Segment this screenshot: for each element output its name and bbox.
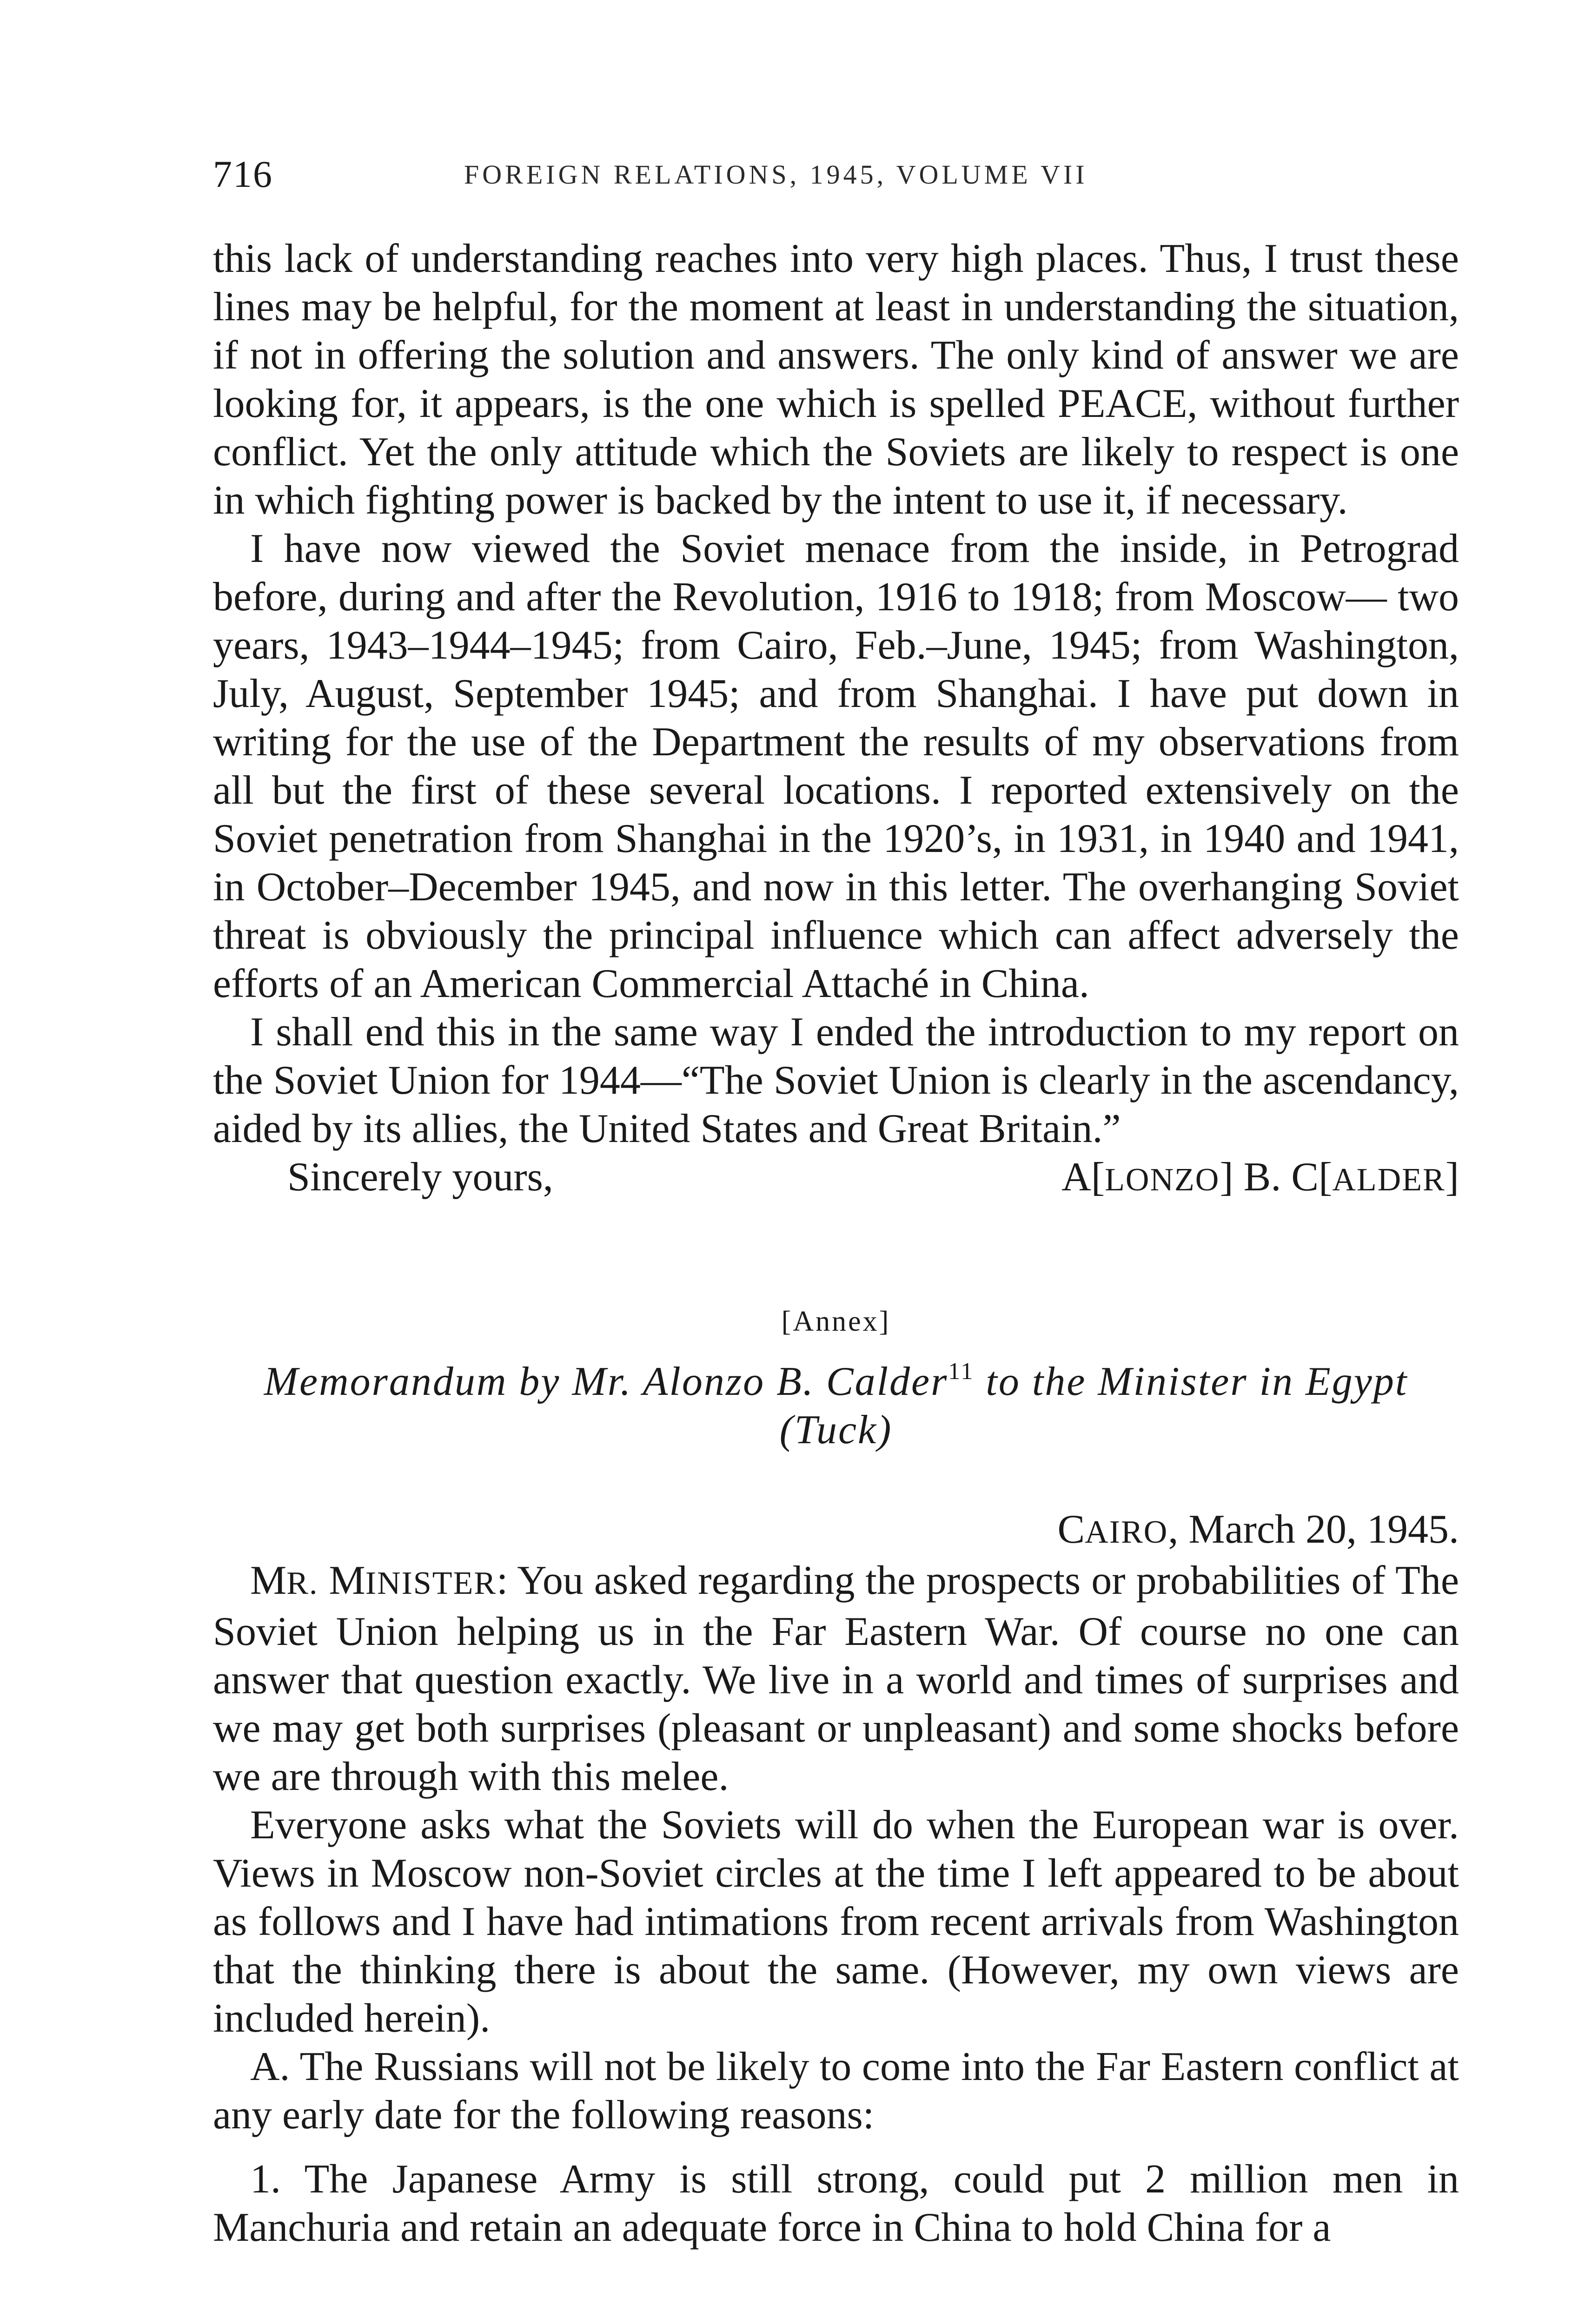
footnote-ref: 11 <box>948 1358 975 1385</box>
running-head: FOREIGN RELATIONS, 1945, VOLUME VII <box>464 159 1088 190</box>
memo-paragraph: A. The Russians will not be likely to come into the Far Eastern conflict at any early date for the following reasons: <box>213 2044 1459 2138</box>
letter-paragraph: I have now viewed the Soviet menace from the inside, in Petrograd before, during and after the Revolution, 1916 to 1918; from Moscow— two years, 1943–1944–1945; from Cairo, Feb.–June, 1945; from Washington, July, August, September 1945; and from Shanghai. I have put down in writing for the use of the Department the results of my observations from all but the first of these several locations. I reported extensively on the Soviet penetration from Shanghai in the 1920’s, in 1931, in 1940 and 1941, in October–December 1945, and now in this letter. The overhanging Soviet threat is obviously the principal influence which can affect adversely the efforts of an American Commercial Attaché in China. <box>213 526 1459 1006</box>
body-text <box>213 235 1459 2252</box>
letter-signoff <box>213 1153 1459 1204</box>
memo-opening: MR. MINISTER: You asked regarding the prospects or probabilities of The Soviet Union helping us in the Far Eastern War. Of course no one can answer that question exactly. We live in a world and times of surprises and we may get both surprises (pleasant or unpleasant) and some shocks before we are through with this melee. <box>213 1558 1459 1799</box>
page-number: 716 <box>213 153 273 195</box>
dateline: CAIRO, March 20, 1945. <box>1057 1507 1459 1552</box>
closing: Sincerely yours, <box>287 1155 553 1200</box>
page-header <box>213 152 1459 204</box>
memo-paragraph: Everyone asks what the Soviets will do when the European war is over. Views in Moscow non-Soviet circles at the time I left appeared to be about as follows and I have had intimations from recent arrivals from Washington that the thinking there is about the same. (However, my own views are included herein). <box>213 1802 1459 2041</box>
letter-paragraph: this lack of understanding reaches into very high places. Thus, I trust these lines may be helpful, for the moment at least in understanding the situation, if not in offering the solution and answers. The only kind of answer we are looking for, it appears, is the one which is spelled PEACE, without further conflict. Yet the only attitude which the Soviets are likely to respect is one in which fighting power is backed by the intent to use it, if necessary. <box>213 236 1459 523</box>
memo-list-item: 1. The Japanese Army is still strong, could put 2 million men in Manchuria and retain an adequate force in China to hold China for a <box>213 2157 1459 2250</box>
letter-paragraph: I shall end this in the same way I ended the introduction to my report on the Soviet Union for 1944—“The Soviet Union is clearly in the ascendancy, aided by its allies, the United States and Great Britain.” <box>213 1010 1459 1151</box>
signature: A[LONZO] B. C[ALDER] <box>1061 1155 1459 1200</box>
memo-title: Memorandum by Mr. Alonzo B. Calder$^{11}$ to the Minister in Egypt (Tuck) <box>264 1358 1408 1452</box>
annex-label: [Annex] <box>781 1306 891 1337</box>
